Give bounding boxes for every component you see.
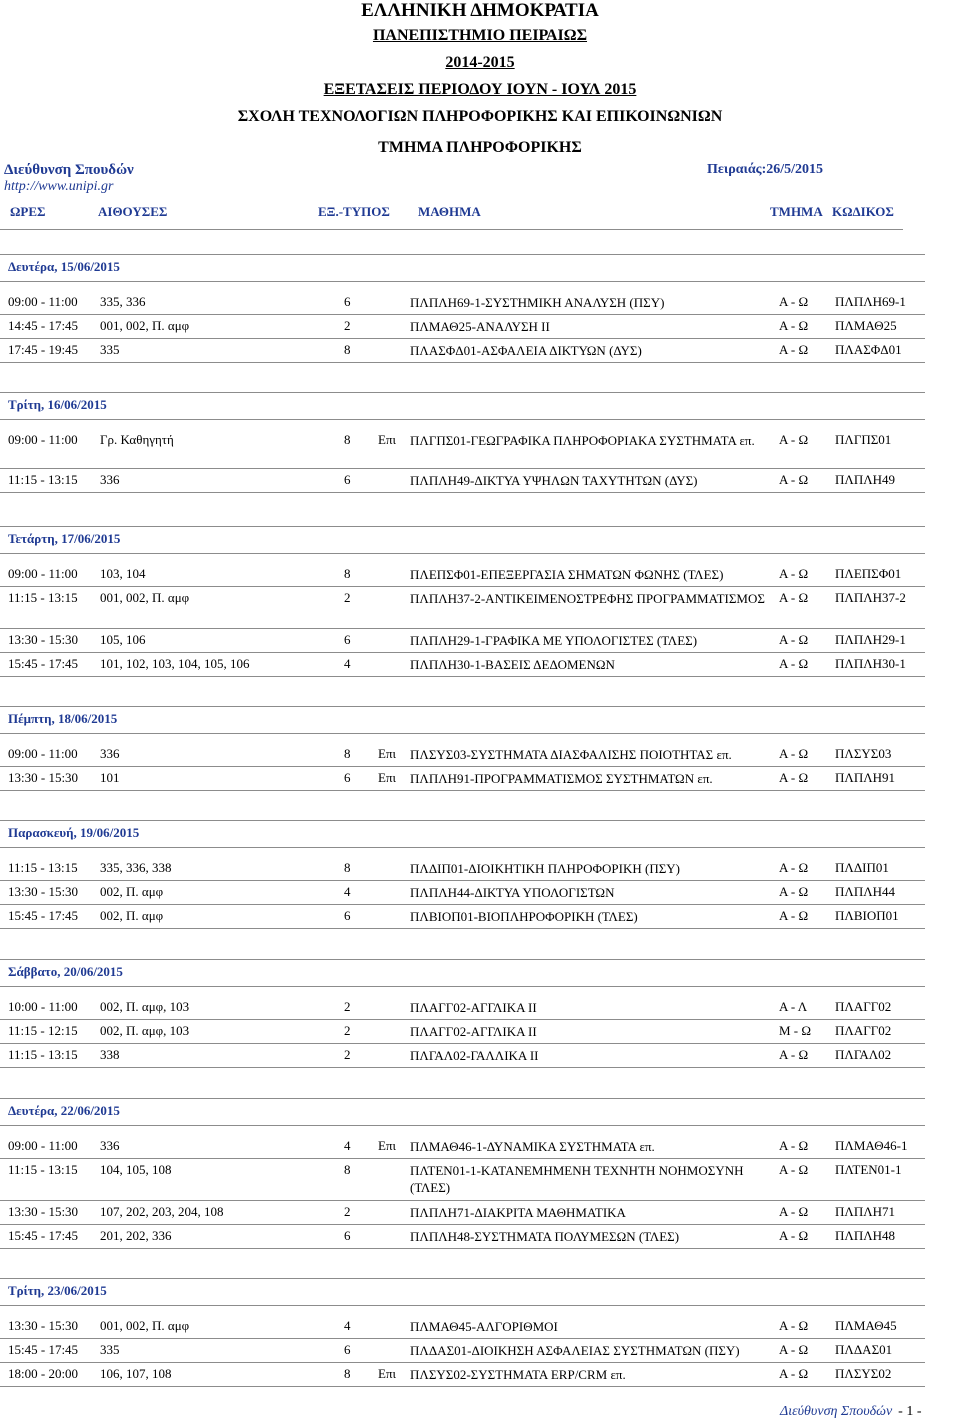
exam-time: 13:30 - 15:30	[8, 1318, 79, 1333]
day-header	[0, 959, 925, 987]
exam-rooms: 101	[100, 770, 120, 785]
exam-rooms: 002, Π. αμφ, 103	[100, 999, 190, 1014]
exam-code: ΠΛΠΛΗ30-1	[835, 656, 906, 671]
exam-type: 4	[344, 884, 351, 899]
header-university: ΠΑΝΕΠΙΣΤΗΜΙΟ ΠΕΙΡΑΙΩΣ	[372, 27, 588, 44]
exam-code: ΠΛΔΙΠ01	[835, 860, 889, 875]
exam-time: 09:00 - 11:00	[8, 1138, 78, 1153]
exam-type: 4	[344, 656, 351, 671]
exam-mode: Επι	[378, 746, 397, 761]
exam-rooms: Γρ. Καθηγητή	[100, 432, 174, 447]
exam-row	[0, 1224, 925, 1249]
exam-time: 11:15 - 13:15	[8, 590, 78, 605]
exam-rooms: 101, 102, 103, 104, 105, 106	[100, 656, 250, 671]
exam-time: 15:45 - 17:45	[8, 656, 79, 671]
exam-course: ΠΛΑΣΦΔ01-ΑΣΦΑΛΕΙΑ ΔΙΚΤΥΩΝ (ΔΥΣ)	[410, 343, 642, 358]
exam-dept: Α - Ω	[779, 1366, 809, 1381]
exam-rooms: 002, Π. αμφ	[100, 884, 164, 899]
exam-course: ΠΛΣΥΣ02-ΣΥΣΤΗΜΑΤΑ ERP/CRM επ.	[410, 1367, 626, 1382]
exam-rooms: 201, 202, 336	[100, 1228, 172, 1243]
exam-type: 8	[344, 746, 351, 761]
exam-time: 15:45 - 17:45	[8, 1342, 79, 1357]
exam-dept: Α - Ω	[779, 1204, 809, 1219]
exam-type: 6	[344, 472, 351, 487]
exam-time: 09:00 - 11:00	[8, 432, 78, 447]
exam-dept: Α - Ω	[779, 566, 809, 581]
day-label: Παρασκευή, 19/06/2015	[8, 825, 140, 840]
exam-rooms: 336	[100, 1138, 120, 1153]
exam-dept: Α - Ω	[779, 1138, 809, 1153]
exam-rooms: 104, 105, 108	[100, 1162, 172, 1177]
exam-course: ΠΛΓΠΣ01-ΓΕΩΓΡΑΦΙΚΑ ΠΛΗΡΟΦΟΡΙΑΚΑ ΣΥΣΤΗΜΑΤΑ επ.	[410, 433, 755, 448]
column-rooms: ΑΙΘΟΥΣΕΣ	[98, 204, 168, 219]
exam-dept: Α - Ω	[779, 1318, 809, 1333]
exam-type: 6	[344, 1228, 351, 1243]
exam-dept: Α - Ω	[779, 342, 809, 357]
exam-code: ΠΛΠΛΗ71	[835, 1204, 896, 1219]
page-footer	[780, 1404, 922, 1420]
exam-row	[0, 880, 925, 905]
exam-time: 15:45 - 17:45	[8, 908, 79, 923]
day-label: Δευτέρα, 22/06/2015	[8, 1103, 120, 1118]
exam-code: ΠΛΠΛΗ49	[835, 472, 896, 487]
exam-rooms: 336	[100, 746, 120, 761]
exam-code: ΠΛΔΑΣ01	[835, 1342, 893, 1357]
exam-rooms: 335	[100, 342, 120, 357]
exam-code: ΠΛΠΛΗ69-1	[835, 294, 906, 309]
day-label: Πέμπτη, 18/06/2015	[8, 711, 118, 726]
exam-row	[0, 652, 925, 677]
exam-course: ΠΛΔΙΠ01-ΔΙΟΙΚΗΤΙΚΗ ΠΛΗΡΟΦΟΡΙΚΗ (ΠΣΥ)	[410, 861, 680, 876]
exam-row	[0, 995, 925, 1020]
exam-dept: Α - Ω	[779, 632, 809, 647]
exam-row	[0, 856, 925, 881]
exam-code: ΠΛΑΣΦΔ01	[835, 342, 902, 357]
exam-type: 6	[344, 908, 351, 923]
exam-mode: Επι	[378, 770, 397, 785]
exam-rooms: 106, 107, 108	[100, 1366, 172, 1381]
exam-row	[0, 338, 925, 363]
exam-row	[0, 1362, 925, 1387]
header-exam-period: ΕΞΕΤΑΣΕΙΣ ΠΕΡΙΟΔΟΥ ΙΟΥΝ - ΙΟΥΛ 2015	[323, 81, 637, 98]
exam-code: ΠΛΑΓΓ02	[835, 999, 892, 1014]
exam-type: 6	[344, 770, 351, 785]
day-header	[0, 1098, 925, 1126]
exam-course: ΠΛΔΑΣ01-ΔΙΟΙΚΗΣΗ ΑΣΦΑΛΕΙΑΣ ΣΥΣΤΗΜΑΤΩΝ (ΠΣΥ)	[410, 1343, 740, 1358]
day-label: Σάββατο, 20/06/2015	[8, 964, 123, 979]
exam-row	[0, 428, 925, 469]
exam-time: 11:15 - 13:15	[8, 1047, 78, 1062]
exam-course: ΠΛΜΑΘ25-ΑΝΑΛΥΣΗ ΙΙ	[410, 319, 550, 334]
exam-code: ΠΛΜΑΘ45	[835, 1318, 897, 1333]
exam-course: ΠΛΠΛΗ49-ΔΙΚΤΥΑ ΥΨΗΛΩΝ ΤΑΧΥΤΗΤΩΝ (ΔΥΣ)	[410, 473, 698, 488]
exam-time: 14:45 - 17:45	[8, 318, 79, 333]
exam-row	[0, 1134, 925, 1159]
column-course: ΜΑΘΗΜΑ	[418, 204, 481, 219]
exam-dept: Α - Ω	[779, 318, 809, 333]
exam-time: 17:45 - 19:45	[8, 342, 79, 357]
exam-time: 13:30 - 15:30	[8, 770, 79, 785]
exam-code: ΠΛΠΛΗ48	[835, 1228, 896, 1243]
day-header	[0, 820, 925, 848]
exam-rooms: 335, 336, 338	[100, 860, 172, 875]
column-dept: ΤΜΗΜΑ	[770, 204, 823, 219]
exam-code: ΠΛΓΑΛ02	[835, 1047, 892, 1062]
exam-time: 13:30 - 15:30	[8, 884, 79, 899]
exam-type: 4	[344, 1138, 351, 1153]
exam-code: ΠΛΑΓΓ02	[835, 1023, 892, 1038]
exam-rooms: 001, 002, Π. αμφ	[100, 318, 190, 333]
exam-rooms: 336	[100, 472, 120, 487]
page-number: - 1 -	[898, 1404, 922, 1419]
day-header	[0, 392, 925, 420]
exam-rooms: 335, 336	[100, 294, 146, 309]
exam-dept: Α - Ω	[779, 860, 809, 875]
exam-rooms: 107, 202, 203, 204, 108	[100, 1204, 224, 1219]
exam-time: 11:15 - 12:15	[8, 1023, 78, 1038]
exam-time: 11:15 - 13:15	[8, 860, 78, 875]
exam-row	[0, 904, 925, 929]
exam-row	[0, 468, 925, 493]
header-department: ΤΜΗΜΑ ΠΛΗΡΟΦΟΡΙΚΗΣ	[378, 139, 582, 156]
exam-type: 8	[344, 1162, 351, 1177]
exam-course: ΠΛΜΑΘ45-ΑΛΓΟΡΙΘΜΟΙ	[410, 1319, 558, 1334]
office-name: Διεύθυνση Σπουδών	[4, 162, 134, 178]
header-country: ΕΛΛΗΝΙΚΗ ΔΗΜΟΚΡΑΤΙΑ	[361, 0, 599, 21]
exam-code: ΠΛΜΑΘ25	[835, 318, 897, 333]
exam-course: ΠΛΑΓΓ02-ΑΓΓΛΙΚΑ ΙΙ	[410, 1024, 537, 1039]
exam-code: ΠΛΤΕΝ01-1	[835, 1162, 902, 1177]
exam-type: 2	[344, 1023, 351, 1038]
exam-code: ΠΛΒΙΟΠ01	[835, 908, 899, 923]
day-header	[0, 254, 925, 282]
exam-time: 15:45 - 17:45	[8, 1228, 79, 1243]
place-date: Πειραιάς:26/5/2015	[707, 162, 824, 177]
exam-time: 10:00 - 11:00	[8, 999, 78, 1014]
column-code: ΚΩΔΙΚΟΣ	[832, 204, 894, 219]
exam-dept: Α - Ω	[779, 884, 809, 899]
exam-row	[0, 314, 925, 339]
exam-code: ΠΛΠΛΗ44	[835, 884, 896, 899]
exam-code: ΠΛΕΠΣΦ01	[835, 566, 902, 581]
exam-type: 2	[344, 590, 351, 605]
exam-dept: Α - Ω	[779, 1342, 809, 1357]
exam-rooms: 103, 104	[100, 566, 146, 581]
exam-course: ΠΛΠΛΗ48-ΣΥΣΤΗΜΑΤΑ ΠΟΛΥΜΕΣΩΝ (ΤΛΕΣ)	[410, 1229, 680, 1244]
exam-dept: Α - Ω	[779, 1047, 809, 1062]
exam-course: ΠΛΠΛΗ30-1-ΒΑΣΕΙΣ ΔΕΔΟΜΕΝΩΝ	[410, 657, 615, 672]
exam-row	[0, 766, 925, 791]
exam-course: ΠΛΕΠΣΦ01-ΕΠΕΞΕΡΓΑΣΙΑ ΣΗΜΑΤΩΝ ΦΩΝΗΣ (ΤΛΕΣ)	[410, 567, 724, 582]
exam-time: 11:15 - 13:15	[8, 1162, 78, 1177]
exam-dept: Α - Ω	[779, 746, 809, 761]
column-hours: ΩΡΕΣ	[10, 204, 46, 219]
exam-mode: Επι	[378, 432, 397, 447]
exam-time: 09:00 - 11:00	[8, 566, 78, 581]
exam-dept: Α - Ω	[779, 294, 809, 309]
day-header	[0, 526, 925, 554]
exam-type: 2	[344, 318, 351, 333]
exam-type: 8	[344, 432, 351, 447]
exam-course: ΠΛΠΛΗ71-ΔΙΑΚΡΙΤΑ ΜΑΘΗΜΑΤΙΚΑ	[410, 1205, 626, 1220]
exam-course: ΠΛΠΛΗ44-ΔΙΚΤΥΑ ΥΠΟΛΟΓΙΣΤΩΝ	[410, 885, 615, 900]
exam-row	[0, 1200, 925, 1225]
exam-type: 2	[344, 1204, 351, 1219]
exam-dept: Α - Ω	[779, 1162, 809, 1177]
exam-course: ΠΛΓΑΛ02-ΓΑΛΛΙΚΑ ΙΙ	[410, 1048, 539, 1063]
exam-type: 6	[344, 1342, 351, 1357]
exam-rooms: 001, 002, Π. αμφ	[100, 1318, 190, 1333]
exam-row	[0, 290, 925, 315]
exam-type: 8	[344, 342, 351, 357]
exam-type: 6	[344, 294, 351, 309]
exam-dept: Α - Ω	[779, 656, 809, 671]
exam-row	[0, 628, 925, 653]
exam-time: 11:15 - 13:15	[8, 472, 78, 487]
exam-row	[0, 1043, 925, 1068]
exam-time: 09:00 - 11:00	[8, 294, 78, 309]
day-label: Τρίτη, 23/06/2015	[8, 1283, 107, 1298]
exam-rooms: 001, 002, Π. αμφ	[100, 590, 190, 605]
exam-dept: Α - Ω	[779, 770, 809, 785]
exam-code: ΠΛΜΑΘ46-1	[835, 1138, 908, 1153]
exam-row	[0, 1019, 925, 1044]
exam-course: ΠΛΤΕΝ01-1-ΚΑΤΑΝΕΜΗΜΕΝΗ ΤΕΧΝΗΤΗ ΝΟΗΜΟΣΥΝΗ (ΤΛΕΣ)	[410, 1163, 744, 1195]
exam-code: ΠΛΓΠΣ01	[835, 432, 892, 447]
exam-type: 4	[344, 1318, 351, 1333]
exam-dept: Α - Λ	[779, 999, 808, 1014]
exam-type: 8	[344, 860, 351, 875]
exam-dept: Α - Ω	[779, 1228, 809, 1243]
day-label: Δευτέρα, 15/06/2015	[8, 259, 120, 274]
exam-row	[0, 1158, 925, 1201]
footer-office: Διεύθυνση Σπουδών	[780, 1404, 893, 1419]
exam-course: ΠΛΣΥΣ03-ΣΥΣΤΗΜΑΤΑ ΔΙΑΣΦΑΛΙΣΗΣ ΠΟΙΟΤΗΤΑΣ επ.	[410, 747, 732, 762]
exam-type: 2	[344, 999, 351, 1014]
header-divider	[0, 229, 903, 230]
exam-dept: Μ - Ω	[779, 1023, 812, 1038]
header-school: ΣΧΟΛΗ ΤΕΧΝΟΛΟΓΙΩΝ ΠΛΗΡΟΦΟΡΙΚΗΣ ΚΑΙ ΕΠΙΚΟΙΝΩΝΙΩΝ	[237, 108, 723, 125]
exam-course: ΠΛΠΛΗ69-1-ΣΥΣΤΗΜΙΚΗ ΑΝΑΛΥΣΗ (ΠΣΥ)	[410, 295, 665, 310]
exam-code: ΠΛΠΛΗ37-2	[835, 590, 906, 605]
exam-code: ΠΛΠΛΗ91	[835, 770, 896, 785]
exam-time: 09:00 - 11:00	[8, 746, 78, 761]
exam-row	[0, 1338, 925, 1363]
exam-course: ΠΛΒΙΟΠ01-ΒΙΟΠΛΗΡΟΦΟΡΙΚΗ (ΤΛΕΣ)	[410, 909, 638, 924]
exam-rooms: 105, 106	[100, 632, 146, 647]
exam-rooms: 002, Π. αμφ, 103	[100, 1023, 190, 1038]
exam-row	[0, 586, 925, 629]
column-type: ΕΞ.-ΤΥΠΟΣ	[318, 204, 390, 219]
exam-type: 6	[344, 632, 351, 647]
exam-rooms: 002, Π. αμφ	[100, 908, 164, 923]
exam-row	[0, 742, 925, 767]
exam-row	[0, 562, 925, 587]
exam-course: ΠΛΠΛΗ29-1-ΓΡΑΦΙΚΑ ΜΕ ΥΠΟΛΟΓΙΣΤΕΣ (ΤΛΕΣ)	[410, 633, 698, 648]
exam-time: 13:30 - 15:30	[8, 1204, 79, 1219]
day-label: Τετάρτη, 17/06/2015	[8, 531, 121, 546]
exam-rooms: 335	[100, 1342, 120, 1357]
exam-row	[0, 1314, 925, 1339]
exam-type: 8	[344, 566, 351, 581]
exam-type: 2	[344, 1047, 351, 1062]
exam-mode: Επι	[378, 1138, 397, 1153]
exam-time: 18:00 - 20:00	[8, 1366, 79, 1381]
exam-dept: Α - Ω	[779, 908, 809, 923]
website-link[interactable]: http://www.unipi.gr	[4, 179, 114, 194]
exam-course: ΠΛΠΛΗ91-ΠΡΟΓΡΑΜΜΑΤΙΣΜΟΣ ΣΥΣΤΗΜΑΤΩΝ επ.	[410, 771, 713, 786]
exam-time: 13:30 - 15:30	[8, 632, 79, 647]
exam-mode: Επι	[378, 1366, 397, 1381]
exam-course: ΠΛΠΛΗ37-2-ΑΝΤΙΚΕΙΜΕΝΟΣΤΡΕΦΗΣ ΠΡΟΓΡΑΜΜΑΤΙΣΜΟΣ	[410, 591, 765, 606]
exam-code: ΠΛΠΛΗ29-1	[835, 632, 906, 647]
exam-code: ΠΛΣΥΣ03	[835, 746, 892, 761]
exam-dept: Α - Ω	[779, 590, 809, 605]
exam-type: 8	[344, 1366, 351, 1381]
exam-code: ΠΛΣΥΣ02	[835, 1366, 892, 1381]
exam-course: ΠΛΜΑΘ46-1-ΔΥΝΑΜΙΚΑ ΣΥΣΤΗΜΑΤΑ επ.	[410, 1139, 655, 1154]
exam-dept: Α - Ω	[779, 432, 809, 447]
exam-dept: Α - Ω	[779, 472, 809, 487]
day-header	[0, 1278, 925, 1306]
header-academic-year: 2014-2015	[445, 54, 515, 71]
day-header	[0, 706, 925, 734]
day-label: Τρίτη, 16/06/2015	[8, 397, 107, 412]
exam-course: ΠΛΑΓΓ02-ΑΓΓΛΙΚΑ ΙΙ	[410, 1000, 537, 1015]
exam-rooms: 338	[100, 1047, 120, 1062]
